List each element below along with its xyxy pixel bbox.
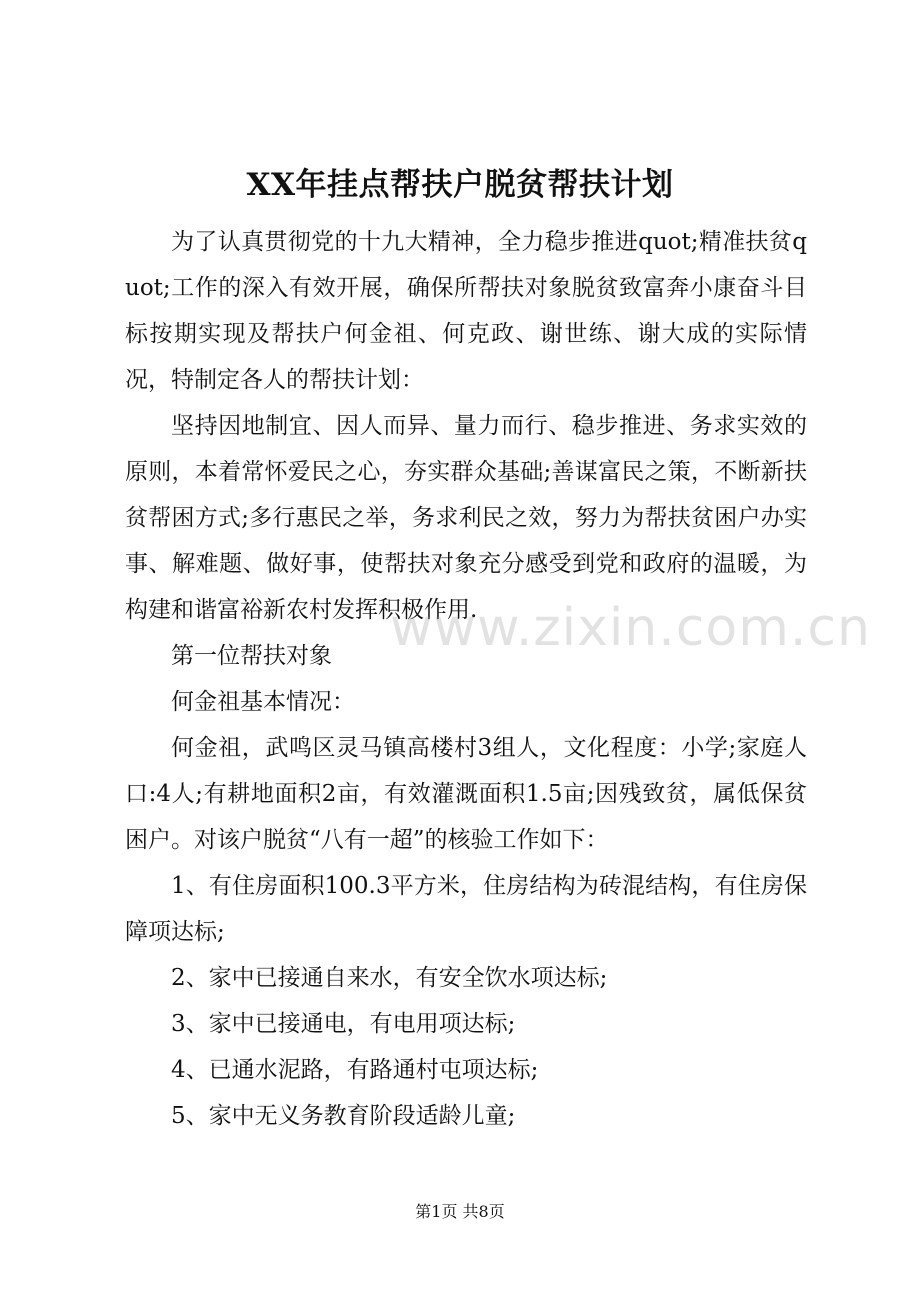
paragraph-intro: 为了认真贯彻党的十九大精神，全力稳步推进quot;精准扶贫quot;工作的深入有效开展，确保所帮扶对象脱贫致富奔小康奋斗目标按期实现及帮扶户何金祖、何克政、谢世练、谢大成的实际情况，特制定各人的帮扶计划： <box>125 229 807 393</box>
section-subheading-basic-info: 何金祖基本情况： <box>171 689 355 715</box>
paragraph-principles: 坚持因地制宜、因人而异、量力而行、稳步推进、务求实效的原则，本着常怀爱民之心，夯实群众基础;善谋富民之策，不断新扶贫帮困方式;多行惠民之举，务求利民之效，努力为帮扶贫困户办实事、解难题、做好事，使帮扶对象充分感受到党和政府的温暖，为构建和谐富裕新农村发挥积极作用. <box>125 413 807 623</box>
document-body <box>125 219 807 1139</box>
document-title: XX年挂点帮扶户脱贫帮扶计划 <box>246 167 674 203</box>
section-heading-first-target: 第一位帮扶对象 <box>171 643 332 669</box>
paragraph-basic-info: 何金祖，武鸣区灵马镇高楼村3组人，文化程度：小学;家庭人口:4人;有耕地面积2亩，有效灌溉面积1.5亩;因残致贫，属低保贫困户。对该户脱贫“八有一超”的核验工作如下： <box>125 735 807 853</box>
list-item-housing: 1、有住房面积100.3平方米，住房结构为砖混结构，有住房保障项达标; <box>125 873 807 945</box>
list-item-road: 4、已通水泥路，有路通村屯项达标; <box>171 1057 539 1083</box>
list-item-water: 2、家中已接通自来水，有安全饮水项达标; <box>171 965 608 991</box>
list-item-electricity: 3、家中已接通电，有电用项达标; <box>171 1011 516 1037</box>
list-item-education: 5、家中无义务教育阶段适龄儿童; <box>171 1103 516 1129</box>
page-footer: 第1页 共8页 <box>415 1202 505 1221</box>
watermark: www.zixin.com.cn <box>390 598 871 658</box>
